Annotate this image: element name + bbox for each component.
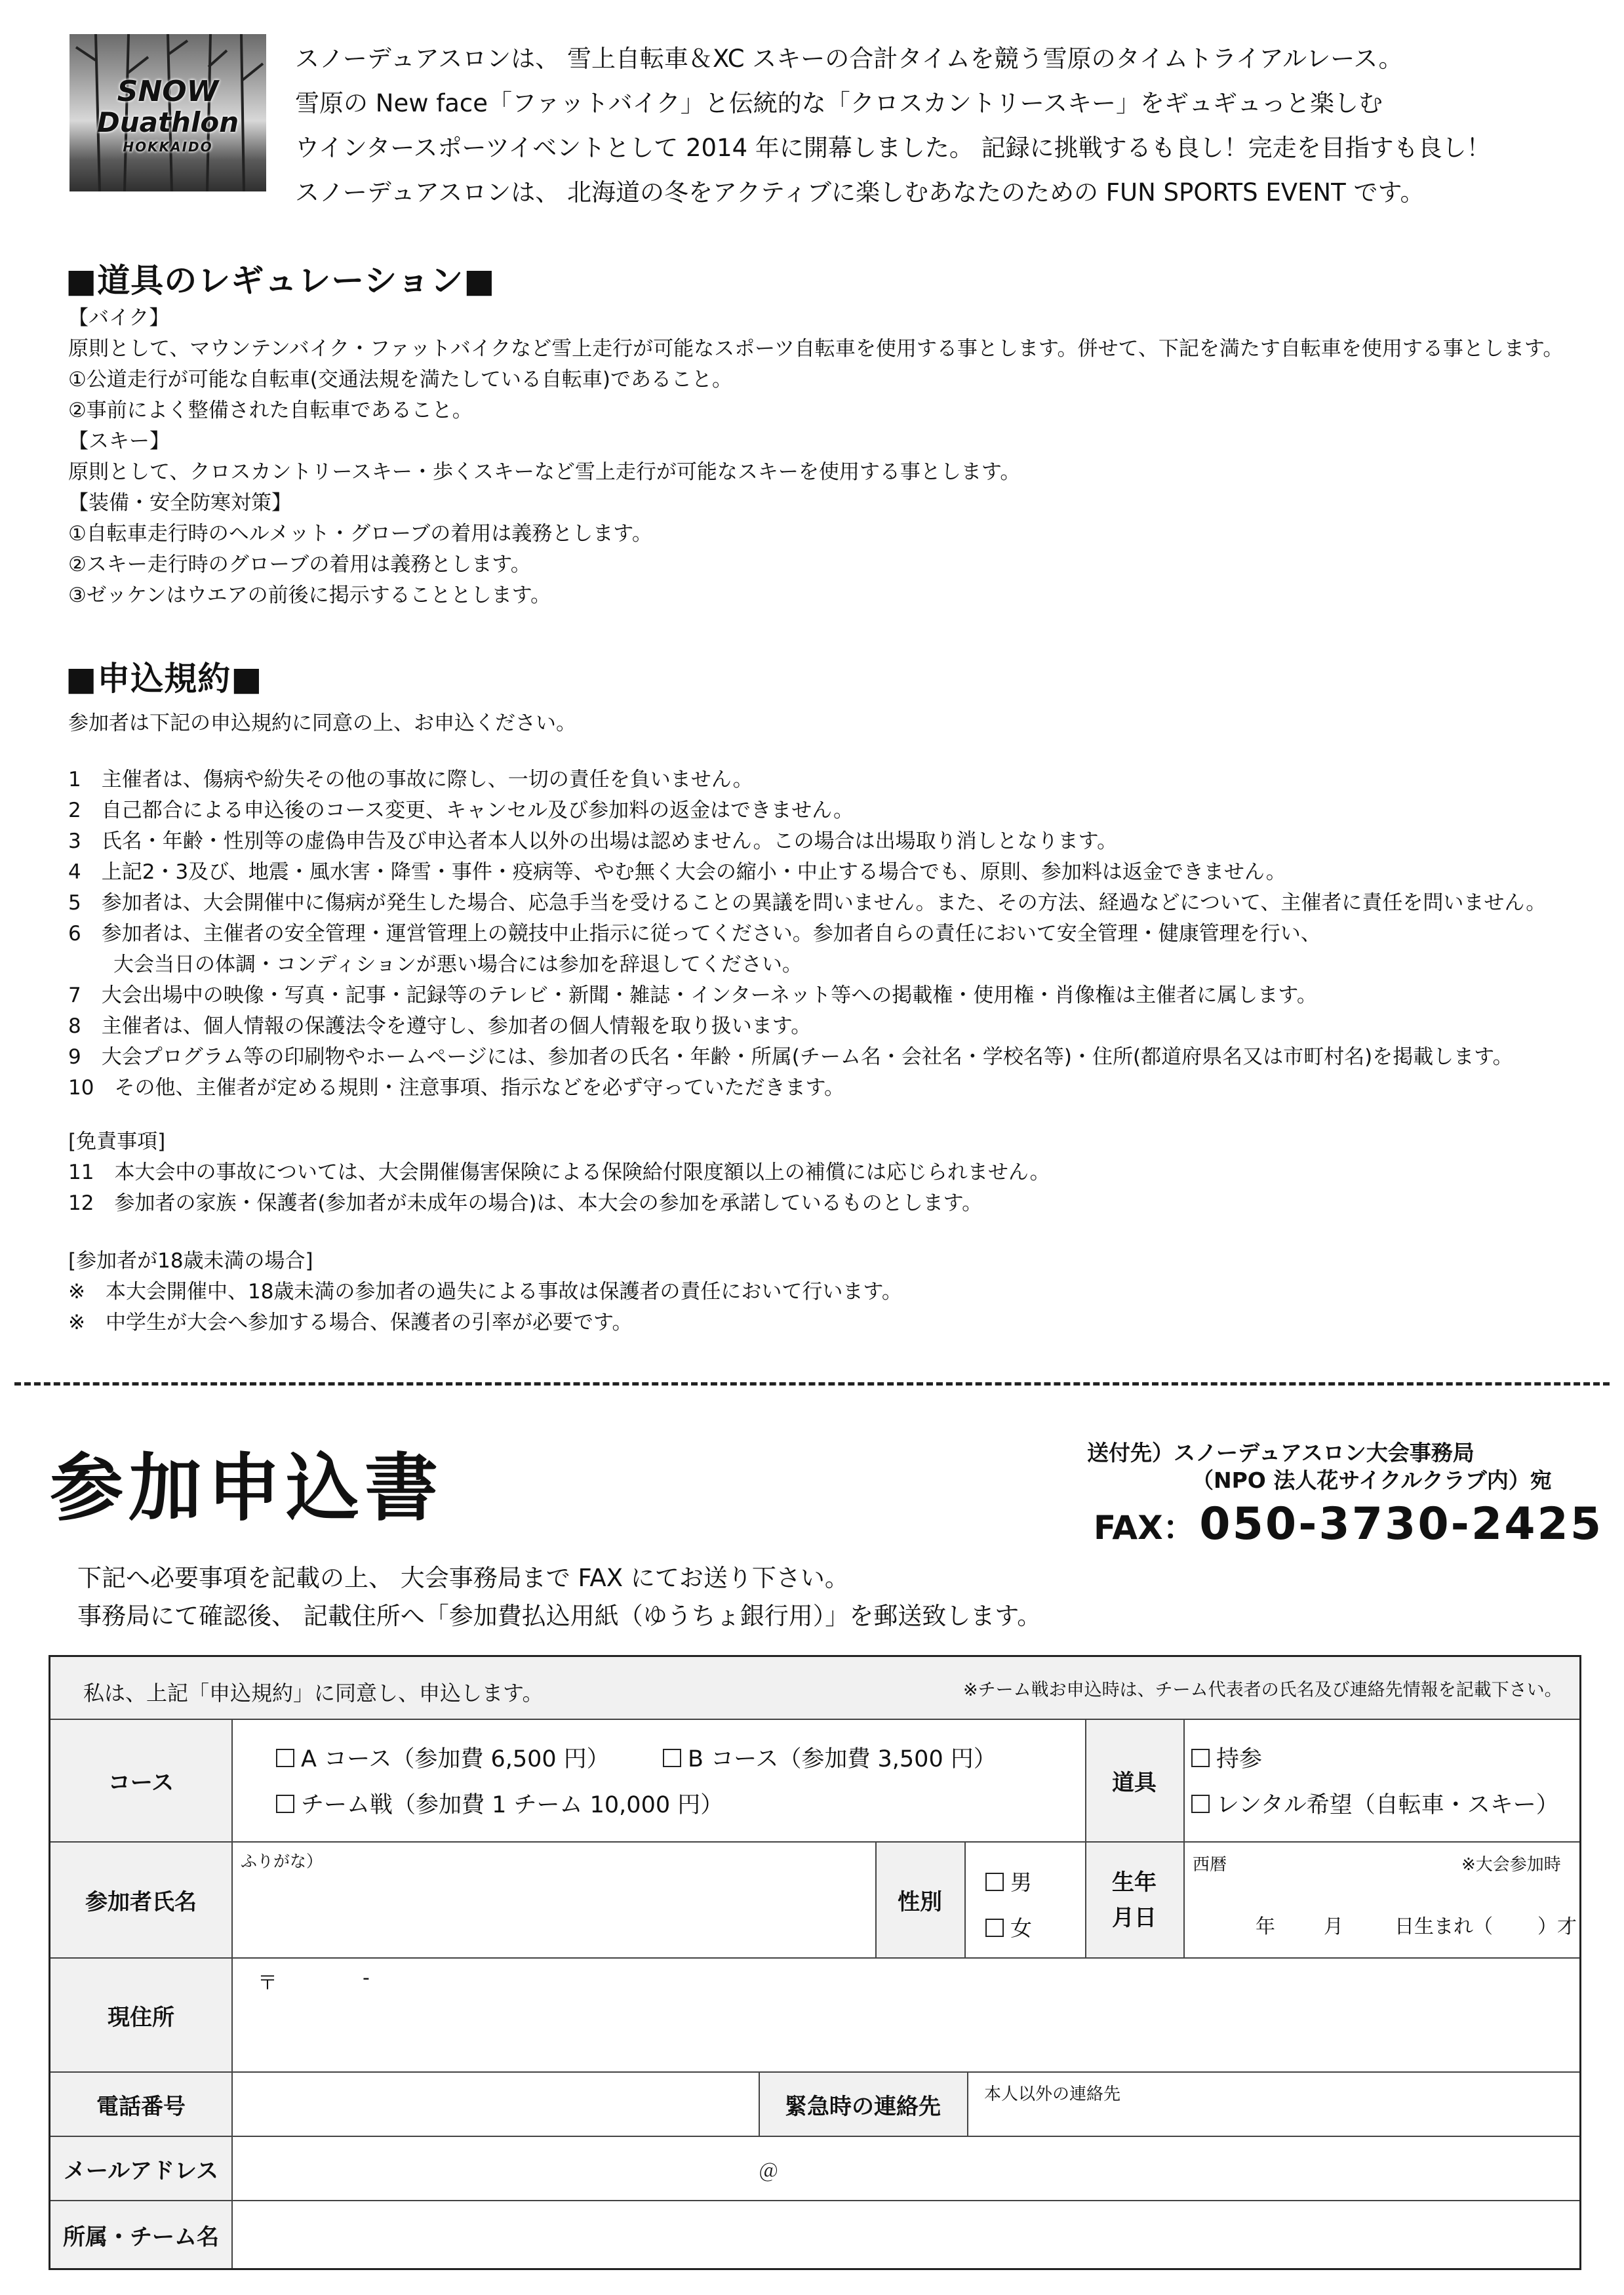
female-checkbox[interactable] xyxy=(985,1919,1004,1937)
phone-field[interactable] xyxy=(234,2074,756,2134)
postal-dash: - xyxy=(363,1966,370,1989)
equipment-line: 【装備・安全防寒対策】 xyxy=(68,491,292,515)
course-b-option[interactable] xyxy=(663,1741,997,1774)
equipment-line: ②事前によく整備された自転車であること。 xyxy=(68,399,473,422)
gear-own-text: 持参 xyxy=(1216,1746,1263,1772)
gear-rental-option[interactable] xyxy=(1191,1787,1559,1820)
equipment-line: 原則として、マウンテンバイク・ファットバイクなど雪上走行が可能なスポーツ自転車を使用する事とします。併せて、下記を満たす自転車を使用する事とします。 xyxy=(68,337,1564,361)
form-instructions xyxy=(77,1559,1041,1635)
phone-label: 電話番号 xyxy=(50,2073,231,2136)
name-label: 参加者氏名 xyxy=(50,1843,231,1957)
terms-item: 10 その他、主催者が定める規則・注意事項、指示などを必ず守っていただきます。 xyxy=(68,1076,844,1100)
course-a-option[interactable] xyxy=(276,1741,610,1774)
column-divider xyxy=(231,1719,233,2268)
terms-item: 7 大会出場中の映像・写真・記事・記録等のテレビ・新聞・雑誌・インターネット等への掲載権・使用権・肖像権は主催者に属します。 xyxy=(68,984,1317,1007)
column-divider xyxy=(967,2071,968,2136)
at-mark: ＠ xyxy=(759,2161,778,2184)
minor-title: [参加者が18歳未満の場合] xyxy=(68,1249,313,1273)
waiver-item: 11 本大会中の事故については、大会開催傷害保険による保険給付限度額以上の補償には応じられません。 xyxy=(68,1161,1050,1184)
instruction-line: 下記へ必要事項を記載の上、 大会事務局まで FAX にてお送り下さい。 xyxy=(77,1564,849,1592)
seireki-label: 西暦 xyxy=(1193,1855,1227,1875)
column-divider xyxy=(1183,1719,1185,1957)
cut-line-divider xyxy=(14,1382,1610,1386)
terms-item: 大会当日の体調・コンディションが悪い場合には参加を辞退してください。 xyxy=(93,953,802,976)
equipment-rules xyxy=(68,303,1563,611)
row-divider xyxy=(50,1719,1579,1720)
minor-section xyxy=(68,1246,902,1338)
waiver-title: [免責事項] xyxy=(68,1130,166,1153)
course-a-checkbox[interactable] xyxy=(276,1749,294,1767)
furigana-label: ふりがな） xyxy=(241,1852,323,1871)
terms-item: 3 氏名・年齢・性別等の虚偽申告及び申込者本人以外の出場は認めません。この場合は出場取り消しとなります。 xyxy=(68,829,1118,853)
female-text: 女 xyxy=(1010,1915,1032,1941)
application-form xyxy=(49,1655,1581,2270)
male-text: 男 xyxy=(1010,1869,1032,1895)
birthdate-label xyxy=(1085,1843,1183,1957)
column-divider xyxy=(759,2071,760,2136)
equipment-line: 【バイク】 xyxy=(68,306,170,330)
intro-paragraph xyxy=(295,37,1593,215)
team-label: 所属・チーム名 xyxy=(50,2201,231,2268)
month-label: 月 xyxy=(1324,1915,1343,1938)
equipment-line: 【スキー】 xyxy=(68,429,170,453)
year-label: 年 xyxy=(1256,1915,1275,1938)
fax-number-block xyxy=(1094,1498,1603,1550)
terms-item: 8 主催者は、個人情報の保護法令を遵守し、参加者の個人情報を取り扱います。 xyxy=(68,1014,812,1038)
equipment-line: ③ゼッケンはウエアの前後に掲示することとします。 xyxy=(68,584,551,607)
row-divider xyxy=(50,1841,1579,1843)
born-label: 日生まれ（ xyxy=(1395,1915,1493,1938)
logo-text-hokkaido: HOKKAIDO xyxy=(123,139,213,155)
row-divider xyxy=(50,1957,1579,1959)
column-divider xyxy=(875,1841,877,1957)
instruction-line: 事務局にて確認後、 記載住所へ「参加費払込用紙（ゆうちょ銀行用）」を郵送致します。 xyxy=(77,1602,1042,1630)
intro-line: ウインタースポーツイベントとして 2014 年に開幕しました。 記録に挑戦するも良し！完走を目指すも良し！ xyxy=(295,134,1491,162)
minor-item: ※ 本大会開催中、18歳未満の参加者の過失による事故は保護者の責任において行います。 xyxy=(68,1280,902,1304)
sendto-line-2: （NPO 法人花サイクルクラブ内）宛 xyxy=(1192,1467,1552,1493)
equipment-line: 原則として、クロスカントリースキー・歩くスキーなど雪上走行が可能なスキーを使用する事とします。 xyxy=(68,460,1021,484)
course-team-text: チーム戦（参加費 1 チーム 10,000 円） xyxy=(301,1792,724,1818)
email-field[interactable] xyxy=(234,2138,1578,2199)
gear-own-checkbox[interactable] xyxy=(1191,1749,1210,1767)
agree-statement: 私は、上記「申込規約」に同意し、申込します。 xyxy=(83,1681,544,1706)
terms-item: 5 参加者は、大会開催中に傷病が発生した場合、応急手当を受けることの異議を問いません。また、その方法、経過などについて、主催者に責任を問いません。 xyxy=(68,891,1547,915)
equipment-line: ①自転車走行時のヘルメット・グローブの着用は義務とします。 xyxy=(68,522,652,546)
sendto-line-1: 送付先）スノーデュアスロン大会事務局 xyxy=(1087,1440,1475,1466)
gender-female-option[interactable] xyxy=(985,1911,1032,1942)
team-name-field[interactable] xyxy=(234,2203,1578,2267)
birthdate-label-line: 生年 xyxy=(1112,1869,1157,1896)
course-label: コース xyxy=(50,1720,231,1841)
waiver-section xyxy=(68,1127,1050,1219)
participant-name-field[interactable] xyxy=(234,1873,873,1955)
row-divider xyxy=(50,2136,1579,2137)
team-entry-note: ※チーム戦お申込時は、チーム代表者の氏名及び連絡先情報を記載下さい。 xyxy=(963,1680,1562,1700)
gender-label: 性別 xyxy=(875,1843,964,1957)
terms-intro: 参加者は下記の申込規約に同意の上、お申込ください。 xyxy=(68,711,576,735)
gender-male-option[interactable] xyxy=(985,1866,1032,1896)
form-title: 参加申込書 xyxy=(50,1446,443,1531)
equipment-line: ①公道走行が可能な自転車(交通法規を満たしている自転車)であること。 xyxy=(68,368,732,391)
snow-duathlon-logo xyxy=(69,34,266,191)
row-divider xyxy=(50,2200,1579,2201)
fax-label: FAX： xyxy=(1094,1509,1196,1547)
terms-item: 2 自己都合による申込後のコース変更、キャンセル及び参加料の返金はできません。 xyxy=(68,799,854,822)
course-team-checkbox[interactable] xyxy=(276,1795,294,1813)
gear-own-option[interactable] xyxy=(1191,1741,1262,1774)
column-divider xyxy=(1085,1719,1086,1957)
gear-rental-checkbox[interactable] xyxy=(1191,1795,1210,1813)
gear-label: 道具 xyxy=(1085,1720,1183,1841)
course-team-option[interactable] xyxy=(276,1787,723,1820)
waiver-item: 12 参加者の家族・保護者(参加者が未成年の場合)は、本大会の参加を承諾しているものとします。 xyxy=(68,1191,983,1215)
postal-mark: 〒 xyxy=(258,1972,277,1995)
emergency-contact-field[interactable] xyxy=(970,2074,1578,2134)
column-divider xyxy=(964,1841,966,1957)
logo-text-duathlon: Duathlon xyxy=(96,106,239,138)
gear-rental-text: レンタル希望（自転車・スキー） xyxy=(1216,1792,1559,1818)
terms-item: 6 参加者は、主催者の安全管理・運営管理上の競技中止指示に従ってください。参加者自らの責任において安全管理・健康管理を行い、 xyxy=(68,922,1321,946)
terms-item: 9 大会プログラム等の印刷物やホームページには、参加者の氏名・年齢・所属(チーム名・会社名・学校名等)・住所(都道府県名又は市町村名)を掲載します。 xyxy=(68,1045,1513,1069)
intro-line: スノーデュアスロンは、 北海道の冬をアクティブに楽しむあなたのための FUN SPORTS EVENT です。 xyxy=(295,178,1425,207)
logo-text-snow: SNOW xyxy=(117,75,219,108)
male-checkbox[interactable] xyxy=(985,1873,1004,1891)
equipment-heading: ■道具のレギュレーション■ xyxy=(66,262,496,300)
birthdate-label-line: 月日 xyxy=(1112,1904,1157,1931)
terms-list xyxy=(68,765,1546,1104)
row-divider xyxy=(50,2071,1579,2073)
age-at-event-note: ※大会参加時 xyxy=(1461,1855,1561,1875)
age-suffix: ）才 xyxy=(1537,1915,1577,1938)
course-a-text: A コース（参加費 6,500 円） xyxy=(301,1746,610,1772)
email-label: メールアドレス xyxy=(50,2137,231,2200)
emergency-contact-label: 緊急時の連絡先 xyxy=(759,2073,967,2136)
intro-line: 雪原の New face「ファットバイク」と伝統的な「クロスカントリースキー」をギュギュっと楽しむ xyxy=(295,89,1383,117)
emergency-contact-note: 本人以外の連絡先 xyxy=(984,2085,1121,2104)
course-b-text: B コース（参加費 3,500 円） xyxy=(688,1746,997,1772)
address-field[interactable] xyxy=(234,1960,1578,2070)
terms-heading: ■申込規約■ xyxy=(66,660,263,698)
minor-item: ※ 中学生が大会へ参加する場合、保護者の引率が必要です。 xyxy=(68,1311,633,1334)
address-label: 現住所 xyxy=(50,1959,231,2071)
equipment-line: ②スキー走行時のグローブの着用は義務とします。 xyxy=(68,553,531,576)
terms-item: 4 上記2・3及び、地震・風水害・降雪・事件・疫病等、やむ無く大会の縮小・中止する場合でも、原則、参加料は返金できません。 xyxy=(68,860,1286,884)
terms-item: 1 主催者は、傷病や紛失その他の事故に際し、一切の責任を負いません。 xyxy=(68,768,753,791)
fax-number: 050-3730-2425 xyxy=(1199,1498,1604,1550)
intro-line: スノーデュアスロンは、 雪上自転車＆XC スキーの合計タイムを競う雪原のタイムトライアルレース。 xyxy=(295,45,1403,73)
birthdate-field[interactable] xyxy=(1186,1873,1577,1955)
course-b-checkbox[interactable] xyxy=(663,1749,681,1767)
